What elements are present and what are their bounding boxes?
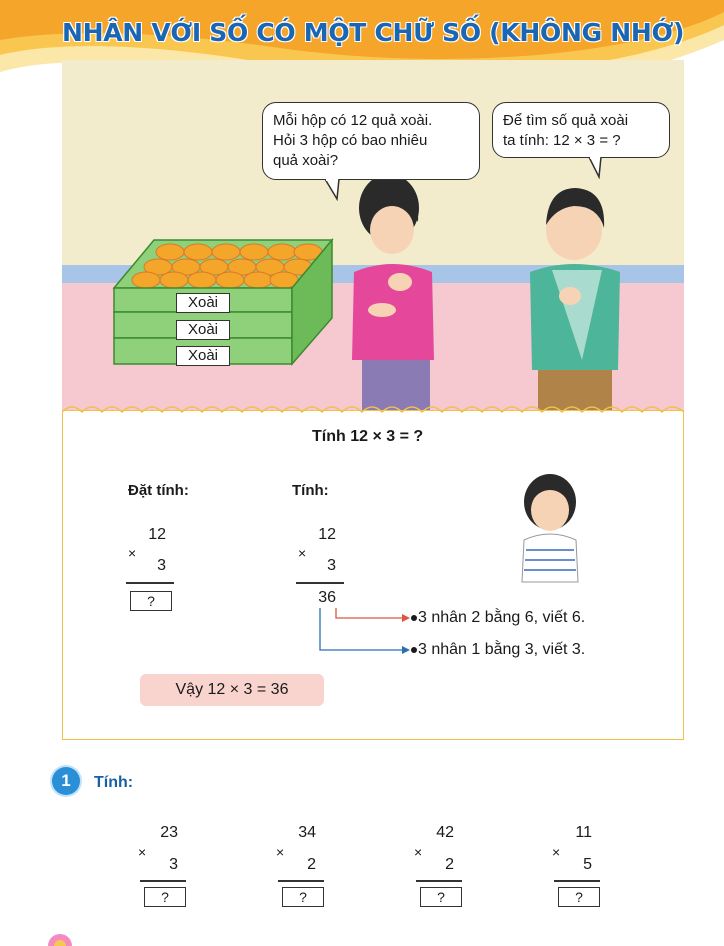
boy-speech-bubble bbox=[492, 102, 670, 158]
times-sign: × bbox=[552, 844, 561, 860]
exercise-number: 1 bbox=[52, 767, 80, 795]
times-sign: × bbox=[298, 545, 307, 561]
setup-multiplier: 3 bbox=[157, 557, 166, 574]
panel-scallop bbox=[62, 402, 684, 414]
page-title: NHÂN VỚI SỐ CÓ MỘT CHỮ SỐ (KHÔNG NHỚ) bbox=[62, 18, 685, 47]
step-arrows bbox=[310, 600, 420, 660]
girl-speech-bubble bbox=[262, 102, 480, 180]
student-illustration bbox=[516, 470, 584, 586]
setup-multiplicand: 12 bbox=[148, 526, 166, 543]
problem-multiplicand: 23 bbox=[160, 824, 178, 841]
crate-label: Xoài bbox=[176, 293, 230, 313]
problem-multiplier: 5 bbox=[583, 856, 592, 873]
problem-rule bbox=[278, 880, 324, 882]
boy-speech-line-1: Để tìm số quả xoài bbox=[503, 112, 629, 129]
problem-multiplicand: 42 bbox=[436, 824, 454, 841]
crate-label: Xoài bbox=[176, 346, 230, 366]
compute-rule bbox=[296, 582, 344, 584]
problem-answer-box[interactable]: ? bbox=[420, 887, 462, 907]
times-sign: × bbox=[276, 844, 285, 860]
setup-label: Đặt tính: bbox=[128, 482, 189, 499]
problem-multiplicand: 11 bbox=[575, 824, 592, 841]
girl-speech-line-1: Mỗi hộp có 12 quả xoài. bbox=[273, 112, 433, 129]
step-two: 3 nhân 1 bằng 3, viết 3. bbox=[418, 641, 586, 658]
times-sign: × bbox=[138, 844, 147, 860]
problem-rule bbox=[140, 880, 186, 882]
times-sign: × bbox=[414, 844, 423, 860]
lesson-heading: Tính 12 × 3 = ? bbox=[312, 428, 424, 445]
problem-answer-box[interactable]: ? bbox=[558, 887, 600, 907]
times-sign: × bbox=[128, 545, 137, 561]
boy-speech-line-2: ta tính: 12 × 3 = ? bbox=[503, 132, 621, 149]
conclusion-badge: Vậy 12 × 3 = 36 bbox=[140, 674, 324, 706]
setup-answer-box[interactable]: ? bbox=[130, 591, 172, 611]
problem-multiplier: 2 bbox=[445, 856, 454, 873]
compute-product: 36 bbox=[318, 589, 336, 606]
compute-multiplier: 3 bbox=[327, 557, 336, 574]
problem-rule bbox=[554, 880, 600, 882]
girl-speech-line-2: Hỏi 3 hộp có bao nhiêu bbox=[273, 132, 428, 149]
crate-label: Xoài bbox=[176, 320, 230, 340]
exercise-label: Tính: bbox=[94, 774, 134, 791]
problem-multiplier: 2 bbox=[307, 856, 316, 873]
story-scene bbox=[62, 60, 684, 410]
bubble-tail bbox=[323, 179, 343, 201]
problem-answer-box[interactable]: ? bbox=[282, 887, 324, 907]
step-one: 3 nhân 2 bằng 6, viết 6. bbox=[418, 609, 586, 626]
bubble-tail bbox=[585, 157, 605, 179]
compute-label: Tính: bbox=[292, 482, 329, 499]
compute-multiplicand: 12 bbox=[318, 526, 336, 543]
setup-rule bbox=[126, 582, 174, 584]
problem-multiplier: 3 bbox=[169, 856, 178, 873]
problem-answer-box[interactable]: ? bbox=[144, 887, 186, 907]
girl-speech-line-3: quả xoài? bbox=[273, 152, 339, 169]
problem-multiplicand: 34 bbox=[298, 824, 316, 841]
problem-rule bbox=[416, 880, 462, 882]
flower-icon bbox=[40, 928, 80, 946]
